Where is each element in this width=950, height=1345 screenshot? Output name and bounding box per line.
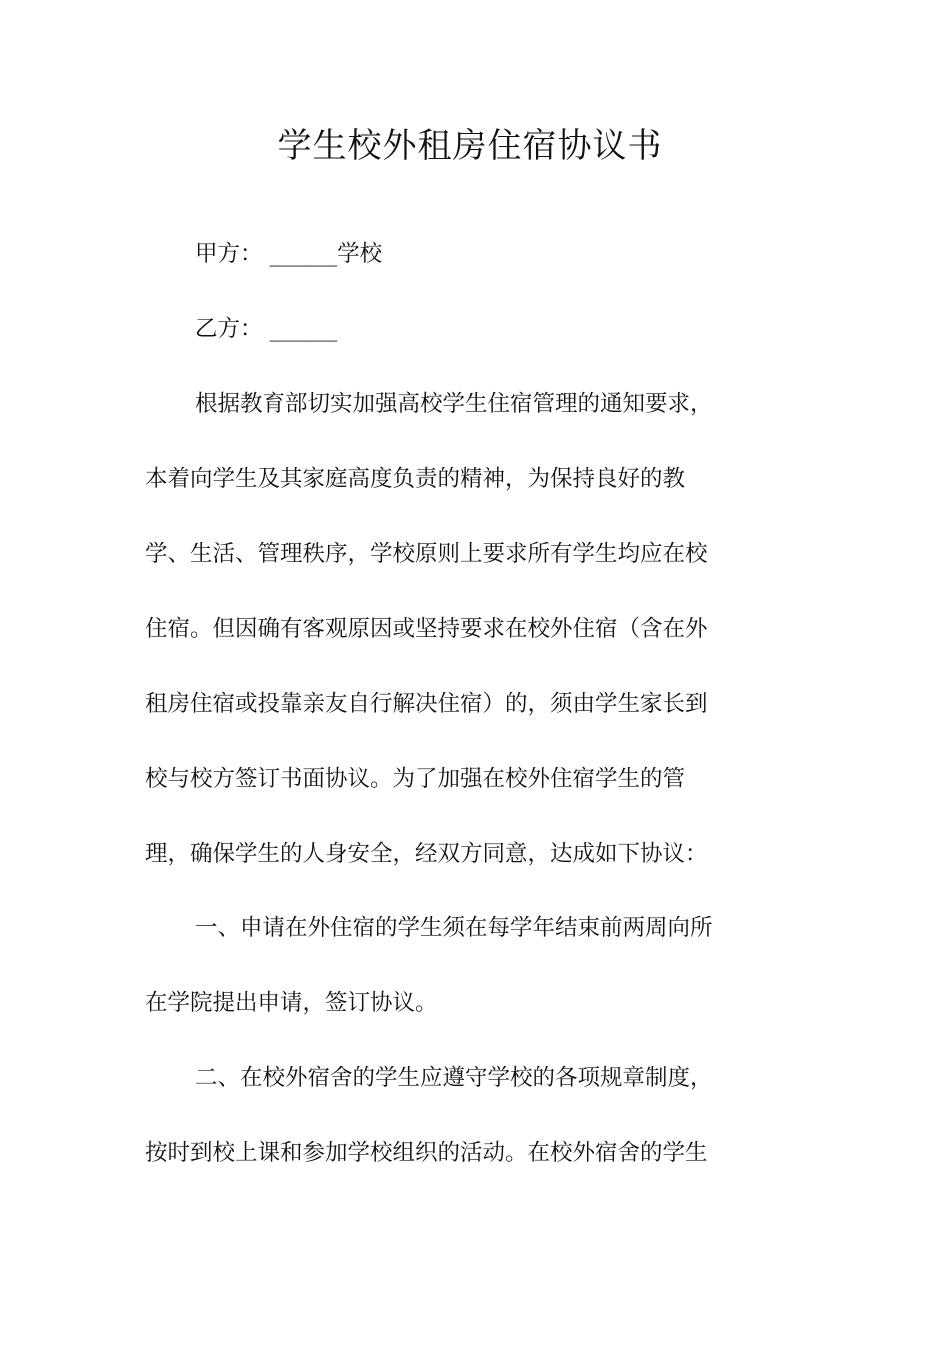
paragraph-line: 学、生活、管理秩序，学校原则上要求所有学生均应在校: [145, 541, 708, 567]
paragraph-line: 根据教育部切实加强高校学生住宿管理的通知要求，: [195, 391, 713, 417]
clause-line: 在学院提出申请，签订协议。: [145, 990, 438, 1016]
paragraph-line: 理，确保学生的人身安全，经双方同意，达成如下协议：: [145, 841, 708, 867]
paragraph-line: 校与校方签订书面协议。为了加强在校外住宿学生的管: [145, 766, 686, 792]
party-b-line: 乙方： ______: [195, 316, 338, 342]
clause-line: 一、申请在外住宿的学生须在每学年结束前两周向所: [195, 915, 713, 941]
paragraph-line: 本着向学生及其家庭高度负责的精神，为保持良好的教: [145, 466, 686, 492]
party-a-line: 甲方： ______学校: [195, 241, 383, 267]
paragraph-line: 租房住宿或投靠亲友自行解决住宿）的，须由学生家长到: [145, 691, 708, 717]
paragraph-line: 住宿。但因确有客观原因或坚持要求在校外住宿（含在外: [145, 616, 708, 642]
clause-line: 按时到校上课和参加学校组织的活动。在校外宿舍的学生: [145, 1140, 708, 1166]
clause-line: 二、在校外宿舍的学生应遵守学校的各项规章制度，: [195, 1065, 713, 1091]
document-title: 学生校外租房住宿协议书: [277, 126, 663, 166]
